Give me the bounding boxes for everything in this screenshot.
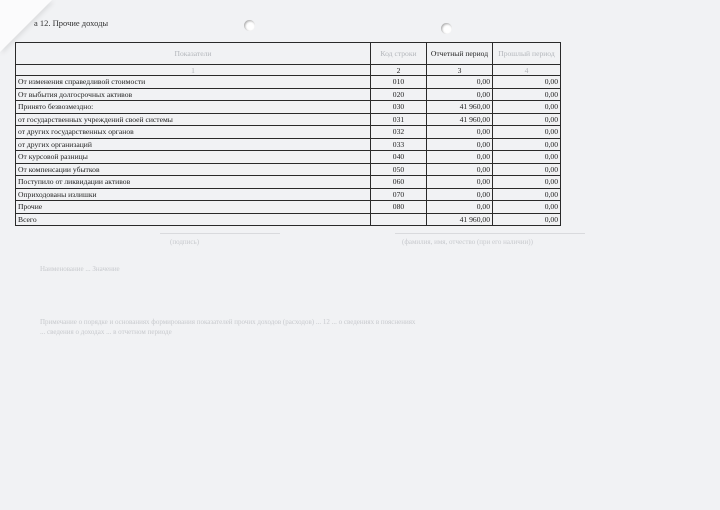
row-previous-value: 0,00 bbox=[493, 163, 561, 176]
row-reporting-value: 0,00 bbox=[427, 163, 493, 176]
row-indicator: От изменения справедливой стоимости bbox=[16, 76, 371, 89]
other-income-table bbox=[15, 42, 561, 226]
bleed-note: Наименование ... Значение bbox=[40, 265, 120, 273]
row-previous-value: 0,00 bbox=[493, 188, 561, 201]
column-number-row bbox=[16, 65, 561, 76]
row-indicator: Поступило от ликвидации активов bbox=[16, 176, 371, 189]
total-reporting-value: 41 960,00 bbox=[427, 213, 493, 226]
row-code: 033 bbox=[371, 138, 427, 151]
row-previous-value: 0,00 bbox=[493, 201, 561, 214]
row-indicator: От компенсации убытков bbox=[16, 163, 371, 176]
column-number-3: 3 bbox=[427, 65, 493, 76]
total-row bbox=[16, 213, 561, 226]
row-code: 010 bbox=[371, 76, 427, 89]
row-code: 060 bbox=[371, 176, 427, 189]
row-code: 032 bbox=[371, 126, 427, 139]
row-code: 031 bbox=[371, 113, 427, 126]
table-row bbox=[16, 101, 561, 114]
row-indicator: от других государственных органов bbox=[16, 126, 371, 139]
row-reporting-value: 0,00 bbox=[427, 138, 493, 151]
table-row bbox=[16, 126, 561, 139]
header-indicator: Показатели bbox=[16, 43, 371, 65]
row-reporting-value: 41 960,00 bbox=[427, 113, 493, 126]
row-indicator: Оприходованы излишки bbox=[16, 188, 371, 201]
punch-hole-left bbox=[244, 20, 255, 31]
punch-hole-right bbox=[441, 23, 452, 34]
row-code: 040 bbox=[371, 151, 427, 164]
row-indicator: от государственных учреждений своей системы bbox=[16, 113, 371, 126]
row-code: 080 bbox=[371, 201, 427, 214]
table-row bbox=[16, 76, 561, 89]
table-row bbox=[16, 138, 561, 151]
table-row bbox=[16, 113, 561, 126]
row-indicator: От курсовой разницы bbox=[16, 151, 371, 164]
table-row bbox=[16, 88, 561, 101]
total-previous-value: 0,00 bbox=[493, 213, 561, 226]
column-number-1: 1 bbox=[16, 65, 371, 76]
bleed-name-label: (фамилия, имя, отчество (при его наличии)) bbox=[402, 238, 533, 246]
row-code: 020 bbox=[371, 88, 427, 101]
row-indicator: От выбытия долгосрочных активов bbox=[16, 88, 371, 101]
bleed-name-line bbox=[395, 233, 585, 234]
bleed-paragraph-1: Примечание о порядке и основаниях формирования показателей прочих доходов (расходов) ... 12 ... о сведениях в пояснениях bbox=[40, 318, 416, 326]
table-row bbox=[16, 176, 561, 189]
row-code: 070 bbox=[371, 188, 427, 201]
row-previous-value: 0,00 bbox=[493, 138, 561, 151]
column-number-2: 2 bbox=[371, 65, 427, 76]
header-previous-period: Прошлый период bbox=[493, 43, 561, 65]
row-reporting-value: 0,00 bbox=[427, 201, 493, 214]
table-row bbox=[16, 163, 561, 176]
row-previous-value: 0,00 bbox=[493, 101, 561, 114]
table-row bbox=[16, 188, 561, 201]
row-reporting-value: 0,00 bbox=[427, 76, 493, 89]
row-previous-value: 0,00 bbox=[493, 88, 561, 101]
row-previous-value: 0,00 bbox=[493, 151, 561, 164]
header-row bbox=[16, 43, 561, 65]
row-reporting-value: 41 960,00 bbox=[427, 101, 493, 114]
row-previous-value: 0,00 bbox=[493, 176, 561, 189]
row-previous-value: 0,00 bbox=[493, 76, 561, 89]
row-reporting-value: 0,00 bbox=[427, 188, 493, 201]
row-reporting-value: 0,00 bbox=[427, 176, 493, 189]
total-code bbox=[371, 213, 427, 226]
header-reporting-period: Отчетный период bbox=[427, 43, 493, 65]
row-reporting-value: 0,00 bbox=[427, 151, 493, 164]
row-indicator: Прочие bbox=[16, 201, 371, 214]
bleed-paragraph-2: ... сведения о доходах ... в отчетном периоде bbox=[40, 328, 172, 336]
section-title: а 12. Прочие доходы bbox=[34, 18, 109, 28]
total-label: Всего bbox=[16, 213, 371, 226]
row-code: 050 bbox=[371, 163, 427, 176]
row-previous-value: 0,00 bbox=[493, 113, 561, 126]
table-row bbox=[16, 201, 561, 214]
row-reporting-value: 0,00 bbox=[427, 88, 493, 101]
bleed-signature-label: (подпись) bbox=[170, 238, 200, 246]
row-reporting-value: 0,00 bbox=[427, 126, 493, 139]
row-indicator: от других организаций bbox=[16, 138, 371, 151]
row-code: 030 bbox=[371, 101, 427, 114]
column-number-4: 4 bbox=[493, 65, 561, 76]
row-previous-value: 0,00 bbox=[493, 126, 561, 139]
table-row bbox=[16, 151, 561, 164]
header-code: Код строки bbox=[371, 43, 427, 65]
bleed-signature-line bbox=[160, 233, 280, 234]
row-indicator: Принято безвозмездно: bbox=[16, 101, 371, 114]
